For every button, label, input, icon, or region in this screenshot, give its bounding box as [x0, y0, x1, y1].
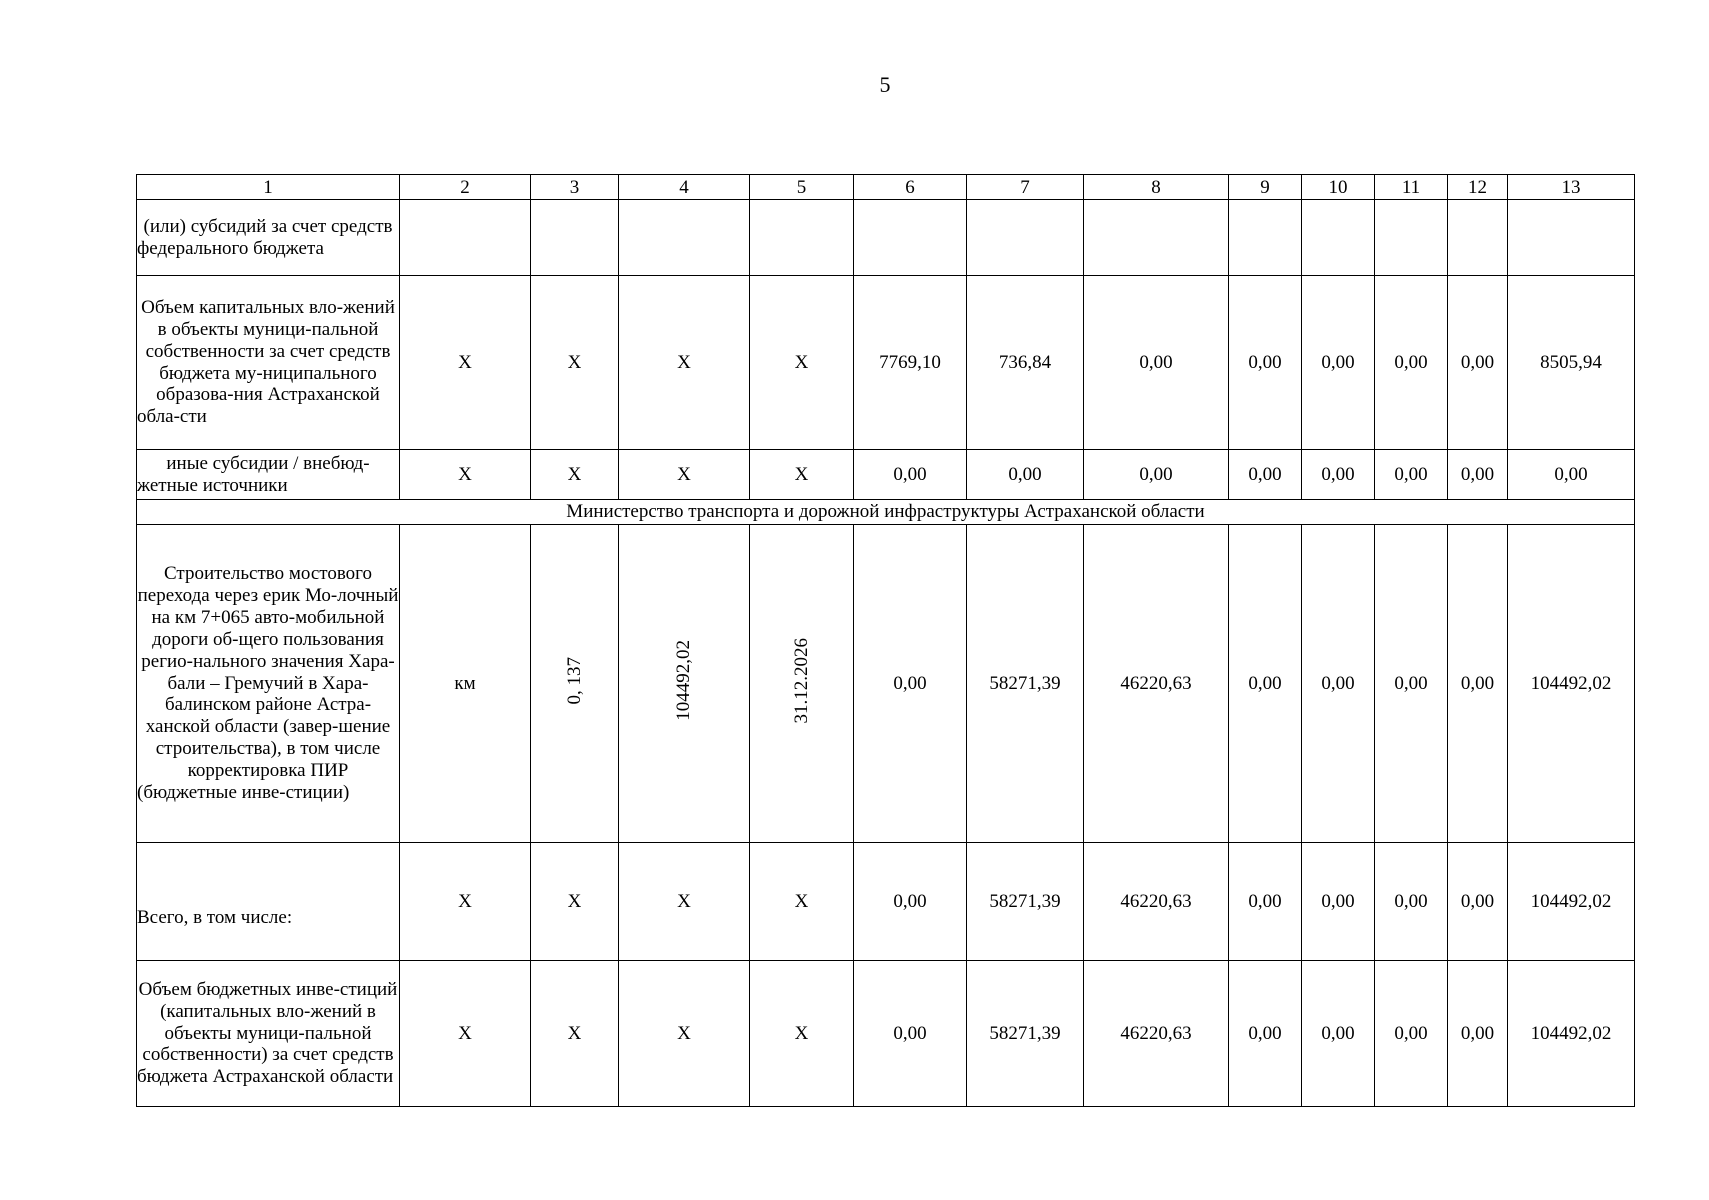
table-cell: 0,00 [854, 450, 967, 500]
section-title: Министерство транспорта и дорожной инфраструктуры Астраханской области [137, 500, 1635, 525]
table-cell: 0,00 [1229, 276, 1302, 450]
table-cell [854, 200, 967, 276]
column-header: 8 [1084, 175, 1229, 200]
table-cell: 0,00 [1084, 450, 1229, 500]
table-cell: 0,00 [854, 525, 967, 843]
table-cell: X [531, 843, 619, 961]
table-row [137, 276, 1635, 450]
table-cell [619, 200, 750, 276]
row-label: Всего, в том числе: [137, 843, 400, 961]
table-cell: X [750, 450, 854, 500]
column-header: 1 [137, 175, 400, 200]
row-label: (или) субсидий за счет средств федерального бюджета [137, 200, 400, 276]
table-cell: 58271,39 [967, 961, 1084, 1107]
table-cell: X [400, 450, 531, 500]
table-cell: X [531, 450, 619, 500]
column-header: 2 [400, 175, 531, 200]
table-cell [1229, 200, 1302, 276]
column-header: 6 [854, 175, 967, 200]
table-cell: 0,00 [1375, 450, 1448, 500]
table-cell: X [400, 843, 531, 961]
table-cell: X [619, 843, 750, 961]
column-header: 10 [1302, 175, 1375, 200]
table-cell: 0,00 [1448, 525, 1508, 843]
table-cell [967, 200, 1084, 276]
table-cell: 0,00 [1375, 276, 1448, 450]
table-cell: 0,00 [1302, 276, 1375, 450]
table-cell: 58271,39 [967, 525, 1084, 843]
table-cell [531, 525, 619, 843]
capacity-value: 0, 137 [563, 656, 585, 705]
table-cell: 46220,63 [1084, 525, 1229, 843]
table-cell: 0,00 [1229, 843, 1302, 961]
table-cell [400, 200, 531, 276]
column-number-row [137, 175, 1635, 200]
table-cell: X [750, 843, 854, 961]
table-cell: 0,00 [1302, 525, 1375, 843]
table-row [137, 525, 1635, 843]
column-header: 3 [531, 175, 619, 200]
column-header: 11 [1375, 175, 1448, 200]
table-cell: 0,00 [1229, 450, 1302, 500]
column-header: 5 [750, 175, 854, 200]
table-cell: 0,00 [1302, 961, 1375, 1107]
table-cell: 58271,39 [967, 843, 1084, 961]
table-cell: 0,00 [1302, 450, 1375, 500]
completion-date-value: 31.12.2026 [790, 637, 812, 724]
table-cell [619, 525, 750, 843]
table-cell: 104492,02 [1508, 843, 1635, 961]
table-cell: 736,84 [967, 276, 1084, 450]
budget-table [136, 174, 1635, 1107]
row-label: Объем бюджетных инве-стиций (капитальных вло-жений в объекты муници-пальной собственности) за счет средств бюджета Астраханской области [137, 961, 400, 1107]
table-cell: 0,00 [1448, 450, 1508, 500]
section-row [137, 500, 1635, 525]
table-cell: 0,00 [1448, 961, 1508, 1107]
table-cell: 0,00 [1229, 525, 1302, 843]
table-cell: 0,00 [967, 450, 1084, 500]
row-label: иные субсидии / внебюд-жетные источники [137, 450, 400, 500]
table-cell [1302, 200, 1375, 276]
table-cell: 0,00 [1448, 276, 1508, 450]
table-cell: км [400, 525, 531, 843]
table-cell: X [400, 276, 531, 450]
column-header: 13 [1508, 175, 1635, 200]
column-header: 4 [619, 175, 750, 200]
table-cell: X [619, 276, 750, 450]
table-cell: X [750, 961, 854, 1107]
row-label: Объем капитальных вло-жений в объекты муници-пальной собственности за счет средств бюджета му-ниципального образова-ния Астраханской обла-сти [137, 276, 400, 450]
table-cell: X [619, 961, 750, 1107]
table-cell: 0,00 [1084, 276, 1229, 450]
table-cell [1375, 200, 1448, 276]
table-cell [1448, 200, 1508, 276]
table-row [137, 200, 1635, 276]
table-cell: 0,00 [1508, 450, 1635, 500]
table-cell: 0,00 [854, 961, 967, 1107]
table-cell: 104492,02 [1508, 525, 1635, 843]
table-cell: 0,00 [1375, 961, 1448, 1107]
table-cell: 0,00 [1375, 525, 1448, 843]
column-header: 12 [1448, 175, 1508, 200]
table-cell: 0,00 [1229, 961, 1302, 1107]
table-cell [750, 200, 854, 276]
table-row [137, 843, 1635, 961]
table-cell: 0,00 [1375, 843, 1448, 961]
table-cell: X [750, 276, 854, 450]
table-cell: 8505,94 [1508, 276, 1635, 450]
table-cell: X [619, 450, 750, 500]
table-cell [531, 200, 619, 276]
table-cell: X [400, 961, 531, 1107]
table-cell [750, 525, 854, 843]
table-cell [1084, 200, 1229, 276]
page-number: 5 [879, 72, 891, 97]
table-cell: 7769,10 [854, 276, 967, 450]
table-cell: 104492,02 [1508, 961, 1635, 1107]
estimated-cost-value: 104492,02 [673, 640, 695, 721]
table-cell: X [531, 961, 619, 1107]
table-cell: 46220,63 [1084, 961, 1229, 1107]
table-cell: X [531, 276, 619, 450]
table-cell [1508, 200, 1635, 276]
table-row [137, 961, 1635, 1107]
column-header: 7 [967, 175, 1084, 200]
table-cell: 46220,63 [1084, 843, 1229, 961]
row-label: Строительство мостового перехода через ерик Мо-лочный на км 7+065 авто-мобильной дороги об-щего пользования регио-нального значения Хара-бали – Гремучий в Хара-балинском районе Астра-ханской области (завер-шение строительства), в том числе корректировка ПИР (бюджетные инве-стиции) [137, 525, 400, 843]
table-cell: 0,00 [1448, 843, 1508, 961]
table-cell: 0,00 [854, 843, 967, 961]
table-cell: 0,00 [1302, 843, 1375, 961]
column-header: 9 [1229, 175, 1302, 200]
table-row [137, 450, 1635, 500]
